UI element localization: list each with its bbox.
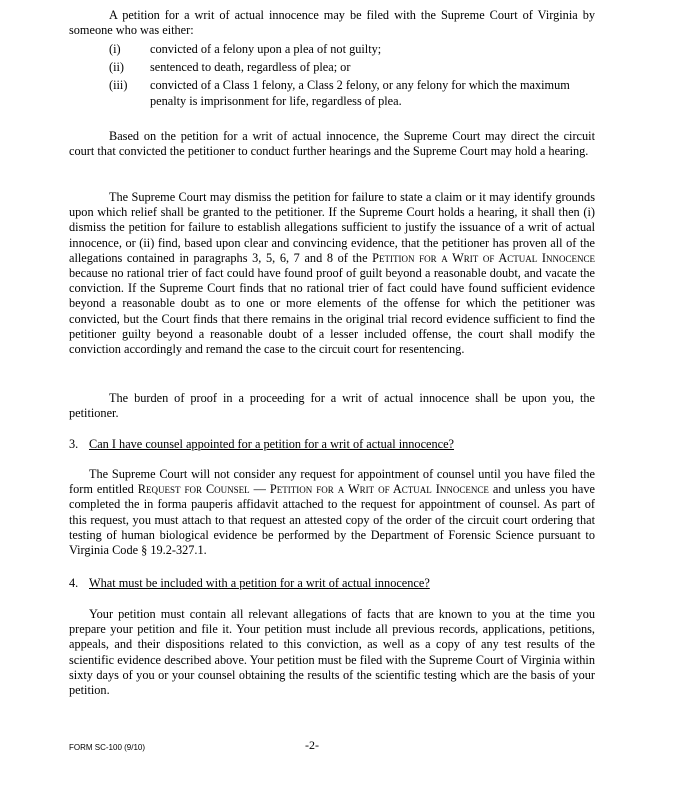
dismissal-paragraph bbox=[69, 190, 595, 357]
hearing-paragraph: Based on the petition for a writ of actual innocence, the Supreme Court may direct the circuit court that convicted the petitioner to conduct further hearings and the Supreme Court may hold a hearing. bbox=[69, 129, 595, 159]
section-3-heading bbox=[69, 437, 595, 452]
intro-paragraph: A petition for a writ of actual innocence may be filed with the Supreme Court of Virginia by someone who was either: bbox=[69, 8, 595, 38]
burden-paragraph: The burden of proof in a proceeding for a writ of actual innocence shall be upon you, the petitioner. bbox=[69, 391, 595, 421]
list-item-text: sentenced to death, regardless of plea; or bbox=[150, 60, 351, 75]
section-heading-text: What must be included with a petition for a writ of actual innocence? bbox=[89, 576, 430, 590]
dismissal-text-before: The Supreme Court may dismiss the petition for failure to state a claim or it may identify grounds upon which relief shall be granted to the petitioner. If the Supreme Court holds a hearing, it shall then (i) dismiss the petition for failure to establish allegations sufficient to justify the issuance of a writ of actual innocence, or (ii) find, based upon clear and convincing evidence, that the petitioner has proven all of the allegations contained in paragraphs 3, 5, 6, 7 and 8 of the bbox=[69, 190, 595, 265]
list-item bbox=[69, 60, 595, 75]
section-4-heading bbox=[69, 576, 595, 591]
list-item bbox=[69, 42, 595, 57]
dismissal-text-after: because no rational trier of fact could have found proof of guilt beyond a reasonable doubt, and vacate the conviction. If the Supreme Court finds that no rational trier of fact could have found sufficient evidence beyond a reasonable doubt as to one or more elements of the offense for which the petitioner was convicted, but the Court finds that there remains in the original trial record evidence sufficient to find the petitioner guilty beyond a reasonable doubt of a lesser included offense, the court shall modify the conviction accordingly and remand the case to the circuit court for resentencing. bbox=[69, 266, 595, 357]
list-item-number: (iii) bbox=[109, 78, 128, 93]
counsel-text-before: The Supreme Court will not consider any request for appointment of counsel until you have filed the form entitled bbox=[69, 467, 595, 497]
counsel-text-after: and unless you have completed the in forma pauperis affidavit attached to the request for appointment of counsel. As part of this request, you must attach to that request an attested copy of the order of the circuit court ordering that testing of human biological evidence be performed by the Department of Forensic Science pursuant to Virginia Code § 19.2-327.1. bbox=[69, 482, 595, 558]
list-item-text: convicted of a Class 1 felony, a Class 2 felony, or any felony for which the maximum penalty is imprisonment for life, regardless of plea. bbox=[150, 78, 570, 108]
form-name-reference: Request for Counsel — Petition for a Writ of Actual Innocence bbox=[137, 482, 489, 497]
list-item-number: (ii) bbox=[109, 60, 125, 75]
list-item-number: (i) bbox=[109, 42, 121, 56]
list-item-text: convicted of a felony upon a plea of not guilty; bbox=[150, 42, 382, 56]
section-number: 3. bbox=[69, 437, 79, 451]
form-name-reference: Petition for a Writ of Actual Innocence bbox=[372, 250, 595, 265]
page-number: -2- bbox=[305, 738, 319, 752]
counsel-paragraph bbox=[69, 467, 595, 558]
section-number: 4. bbox=[69, 576, 79, 590]
form-identifier: FORM SC-100 (9/10) bbox=[69, 743, 146, 752]
list-item bbox=[69, 78, 595, 108]
eligibility-list bbox=[69, 42, 595, 109]
section-heading-text: Can I have counsel appointed for a petition for a writ of actual innocence? bbox=[89, 437, 455, 451]
contents-paragraph: Your petition must contain all relevant allegations of facts that are known to you at the time you prepare your petition and file it. Your petition must include all previous records, applications, petitions, appeals, and their dispositions related to this conviction, as well as a copy of any test results of the scientific evidence described above. Your petition must be filed with the Supreme Court of Virginia within sixty days of you or your counsel obtaining the results of the scientific testing which are the basis of your petition. bbox=[69, 607, 595, 698]
